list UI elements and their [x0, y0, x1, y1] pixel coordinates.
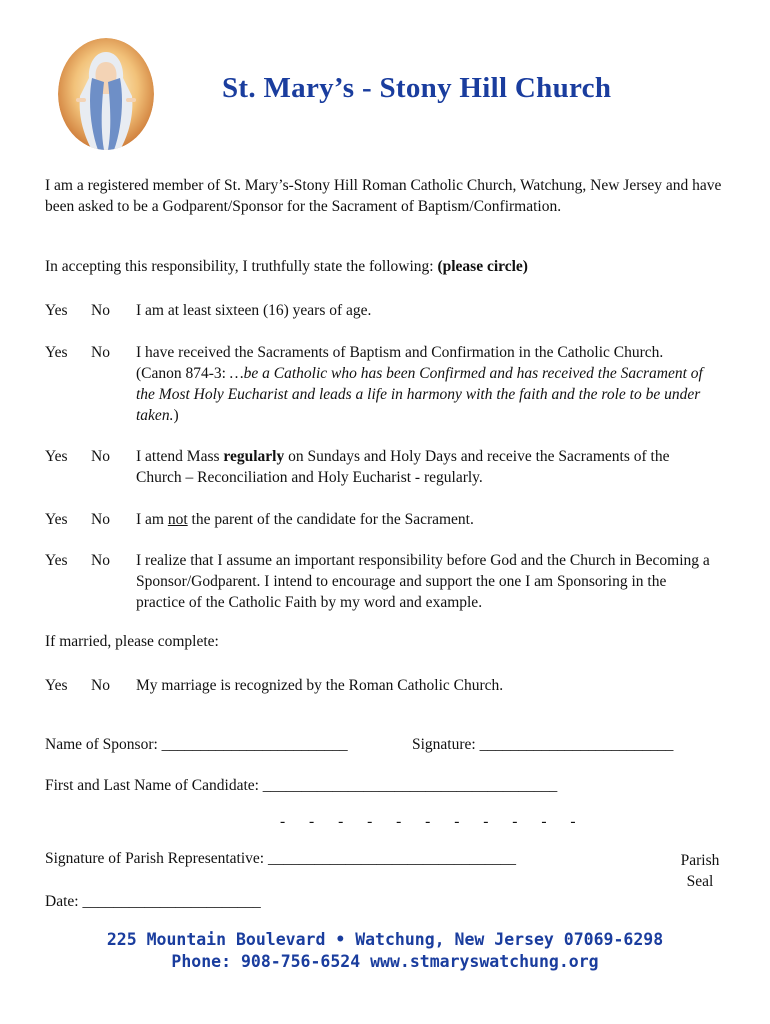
parish-seal-label — [677, 850, 723, 892]
parish-rep-signature-field[interactable]: Signature of Parish Representative: ________________________________ — [45, 850, 516, 867]
question-text: My marriage is recognized by the Roman Catholic Church. — [136, 677, 504, 694]
seal-line-1: Parish — [680, 852, 720, 869]
no-option[interactable]: No — [91, 552, 110, 569]
yes-option[interactable]: Yes — [45, 344, 68, 361]
question-text: I am at least sixteen (16) years of age. — [136, 302, 372, 319]
separator-dashes: - - - - - - - - - - - — [280, 813, 586, 830]
question-responsibility — [45, 550, 735, 613]
date-field[interactable]: Date: _______________________ — [45, 893, 261, 910]
yes-option[interactable]: Yes — [45, 677, 68, 694]
intro-paragraph: I am a registered member of St. Mary’s-Stony Hill Roman Catholic Church, Watchung, New Jersey and have been asked to be a Godparent/Sponsor for the Sacrament of Baptism/Confirmation. — [45, 177, 722, 215]
question-text-bold: regularly — [223, 448, 285, 465]
candidate-name-field[interactable]: First and Last Name of Candidate: ______________________________________ — [45, 777, 558, 794]
footer-phone-web: Phone: 908-756-6524 www.stmaryswatchung.org — [171, 952, 599, 971]
virgin-mary-icon — [58, 38, 154, 150]
question-text-a: I attend Mass — [136, 448, 224, 465]
yes-option[interactable]: Yes — [45, 302, 68, 319]
virgin-mary-image — [58, 38, 154, 150]
yes-option[interactable]: Yes — [45, 552, 68, 569]
question-text-main: I have received the Sacraments of Baptism and Confirmation in the Catholic Church. (Canon 874-3: — [136, 344, 664, 382]
question-sacraments — [45, 342, 735, 426]
married-heading: If married, please complete: — [45, 633, 219, 650]
no-option[interactable]: No — [91, 677, 110, 694]
no-option[interactable]: No — [91, 511, 110, 528]
question-text-end: ) — [173, 407, 179, 424]
seal-line-2: Seal — [686, 873, 714, 890]
question-age — [45, 300, 735, 321]
lead-statement — [45, 258, 528, 276]
yes-option[interactable]: Yes — [45, 511, 68, 528]
canon-quote: …be a Catholic who has been Confirmed and has received the Sacrament of the Most Holy Eucharist and leads a life in harmony with the faith and the role to be under taken. — [136, 365, 703, 424]
question-mass — [45, 446, 735, 488]
question-parent — [45, 509, 735, 530]
question-text-underline: not — [167, 511, 188, 528]
question-text — [136, 446, 711, 488]
no-option[interactable]: No — [91, 302, 110, 319]
no-option[interactable]: No — [91, 344, 110, 361]
yes-option[interactable]: Yes — [45, 448, 68, 465]
question-text-b: the parent of the candidate for the Sacrament. — [187, 511, 474, 528]
question-text-a: I am — [136, 511, 168, 528]
footer-address: 225 Mountain Boulevard • Watchung, New Jersey 07069-6298 — [106, 930, 664, 949]
lead-note: (please circle) — [437, 258, 528, 275]
sponsor-signature-field[interactable]: Signature: _________________________ — [412, 736, 674, 753]
question-text: I realize that I assume an important responsibility before God and the Church in Becoming a Sponsor/Godparent. I intend to encourage and support the one I am Sponsoring in the practice of the Catholic Faith by my word and example. — [136, 552, 710, 611]
question-text-b: on Sundays and Holy Days and receive the Sacraments of the Church – Reconciliation and Holy Eucharist - regularly. — [136, 448, 670, 486]
question-marriage — [45, 675, 735, 696]
question-text — [136, 342, 711, 426]
question-text — [136, 509, 711, 530]
lead-text: In accepting this responsibility, I truthfully state the following: — [45, 258, 434, 275]
no-option[interactable]: No — [91, 448, 110, 465]
page-title: St. Mary’s - Stony Hill Church — [222, 72, 612, 104]
sponsor-name-field[interactable]: Name of Sponsor: ________________________ — [45, 736, 348, 753]
